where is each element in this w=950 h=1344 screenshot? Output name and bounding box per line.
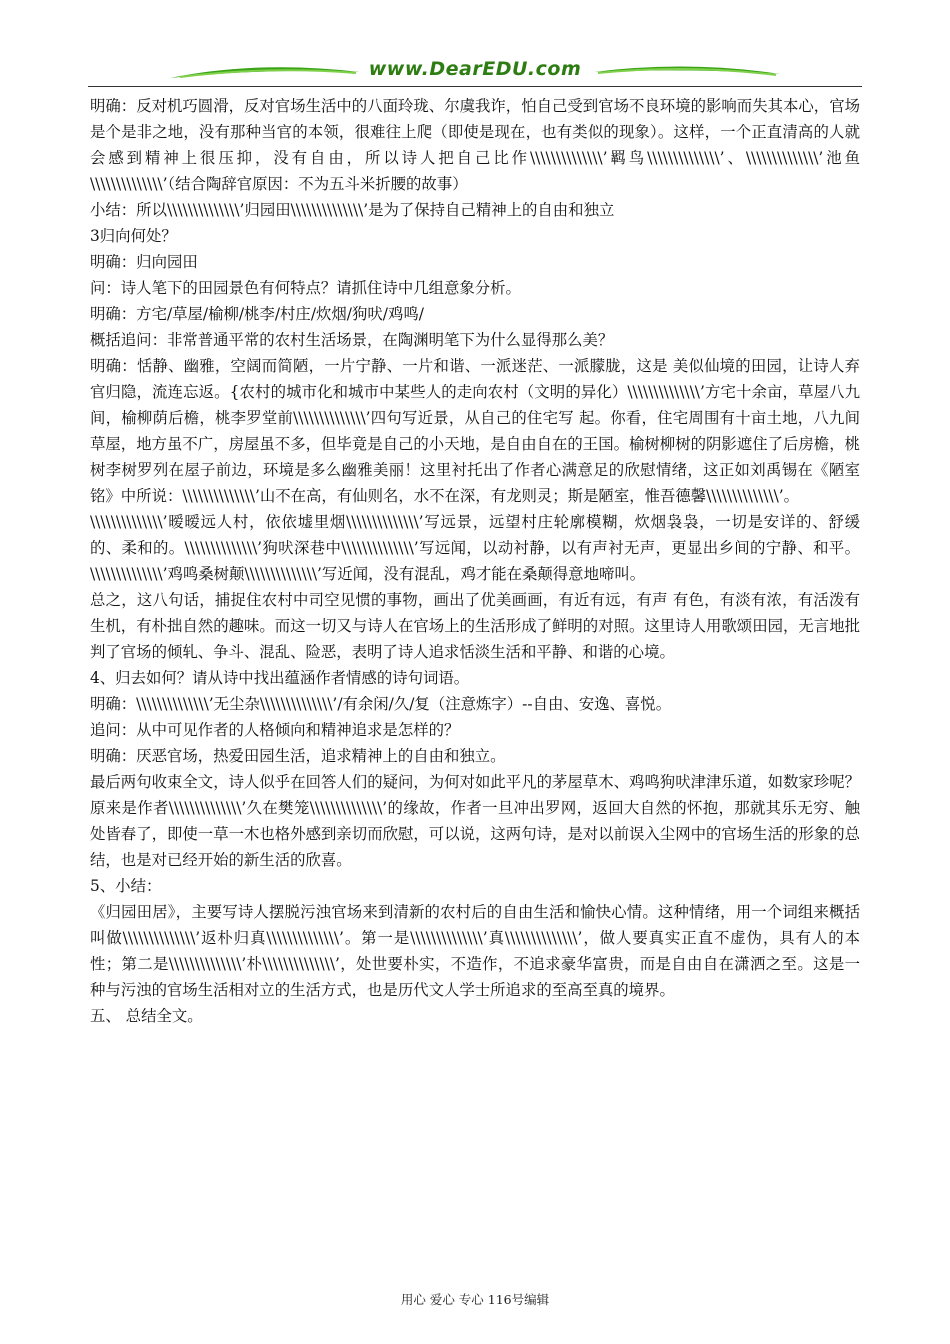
page-header	[88, 56, 862, 88]
paragraph: 4、归去如何？请从诗中找出蕴涵作者情感的诗句词语。	[90, 669, 470, 687]
paragraph: 明确：方宅/草屋/榆柳/桃李/村庄/炊烟/狗吠/鸡鸣/	[90, 305, 424, 323]
paragraph: 追问：从中可见作者的人格倾向和精神追求是怎样的？	[90, 721, 460, 739]
paragraph: 小结：所以\\\\\\\\\\\\\\’归园田\\\\\\\\\\\\\\’是为了保持自己精神上的自由和独立	[90, 201, 615, 219]
paragraph: 最后两句收束全文，诗人似乎在回答人们的疑问，为何对如此平凡的茅屋草木、鸡鸣狗吠津津乐道，如数家珍呢？原来是作者\\\\\\\\\\\\\\’久在樊笼\\\\\\\\\\\\\\’的缘故，作者一旦冲出罗网，返回大自然的怀抱，那就其乐无穷、触处皆春了，即使一草一木也格外感到亲切而欣慰，可以说，这两句诗，是对以前误入尘网中的官场生活的形象的总结，也是对已经开始的新生活的欣喜。	[90, 773, 860, 869]
paragraph: 3归向何处？	[90, 227, 177, 245]
paragraph: 总之，这八句话，捕捉住农村中司空见惯的事物，画出了优美画画，有近有远，有声 有色，有淡有浓，有活泼有生机，有朴拙自然的趣味。而这一切又与诗人在官场上的生活形成了鲜明的对照。这里诗人用歌颂田园，无言地批判了官场的倾轧、争斗、混乱、险恶，表明了诗人追求恬淡生活和平静、和谐的心境。	[90, 591, 860, 661]
paragraph: 五、 总结全文。	[90, 1007, 203, 1025]
paragraph: 明确：归向园田	[90, 253, 198, 271]
paragraph: 问：诗人笔下的田园景色有何特点？请抓住诗中几组意象分析。	[90, 279, 521, 297]
paragraph: 明确：恬静、幽雅，空阔而简陋，一片宁静、一片和谐、一派迷茫、一派朦胧，这是 美似仙境的田园，让诗人弃官归隐，流连忘返。{农村的城市化和城市中某些人的走向农村（文明的异化）\\\\\\\\\\\\\\’方宅十余亩，草屋八九间，榆柳荫后檐，桃李罗堂前\\\\\\\\\\\\\\’四句写近景，从自己的住宅写 起。你看，住宅周围有十亩土地，八九间草屋，地方虽不广，房屋虽不多，但毕竟是自己的小天地，是自由自在的王国。榆树柳树的阴影遮住了后房檐，桃树李树罗列在屋子前边，环境是多么幽雅美丽！这里衬托出了作者心满意足的欣慰情绪，这正如刘禹锡在《陋室铭》中所说：\\\\\\\\\\\\\\’山不在高，有仙则名，水不在深，有龙则灵；斯是陋室，惟吾德馨\\\\\\\\\\\\\\’。	[90, 357, 860, 505]
page-footer: 用心 爱心 专心 116号编辑	[400, 1292, 550, 1307]
paragraph: 概括追问：非常普通平常的农村生活场景，在陶渊明笔下为什么显得那么美？	[90, 331, 614, 349]
paragraph: \\\\\\\\\\\\\\’暧暧远人村，依依墟里烟\\\\\\\\\\\\\\’写远景，远望村庄轮廓模糊，炊烟袅袅，一切是安详的、舒缓的、柔和的。\\\\\\\\\\\\\\’狗吠深巷中\\\\\\\\\\\\\\’写远闻，以动衬静，以有声衬无声，更显出乡间的宁静、和平。\\\\\\\\\\\\\\’鸡鸣桑树颠\\\\\\\\\\\\\\’写近闻，没有混乱，鸡才能在桑颠得意地啼叫。	[90, 513, 860, 583]
paragraph: 5、小结：	[90, 877, 162, 895]
document-body	[90, 93, 860, 1029]
paragraph: 《归园田居》，主要写诗人摆脱污浊官场来到清新的农村后的自由生活和愉快心情。这种情绪，用一个词组来概括叫做\\\\\\\\\\\\\\’返朴归真\\\\\\\\\\\\\\’。第一是\\\\\\\\\\\\\\’真\\\\\\\\\\\\\\’，做人要真实正直不虚伪，具有人的本性；第二是\\\\\\\\\\\\\\’朴\\\\\\\\\\\\\\’，处世要朴实，不造作，不追求豪华富贵，而是自由自在潇洒之至。这是一种与污浊的官场生活相对立的生活方式，也是历代文人学士所追求的至高至真的境界。	[90, 903, 860, 999]
site-logo-text: www.DearEDU.com	[368, 58, 582, 80]
paragraph: 明确：厌恶官场，热爱田园生活，追求精神上的自由和独立。	[90, 747, 506, 765]
header-divider	[88, 86, 862, 87]
paragraph: 明确：\\\\\\\\\\\\\\’无尘杂\\\\\\\\\\\\\\’/有余闲/久/复（注意炼字）--自由、安逸、喜悦。	[90, 695, 672, 713]
paragraph: 明确：反对机巧圆滑，反对官场生活中的八面玲珑、尔虞我诈，怕自己受到官场不良环境的影响而失其本心，官场是个是非之地，没有那种当官的本领，很难往上爬（即使是现在，也有类似的现象）。这样，一个正直清高的人就会感到精神上很压抑，没有自由，所以诗人把自己比作\\\\\\\\\\\\\\’羁鸟\\\\\\\\\\\\\\’、\\\\\\\\\\\\\\’池鱼\\\\\\\\\\\\\\’（结合陶辞官原因：不为五斗米折腰的故事）	[90, 97, 860, 193]
